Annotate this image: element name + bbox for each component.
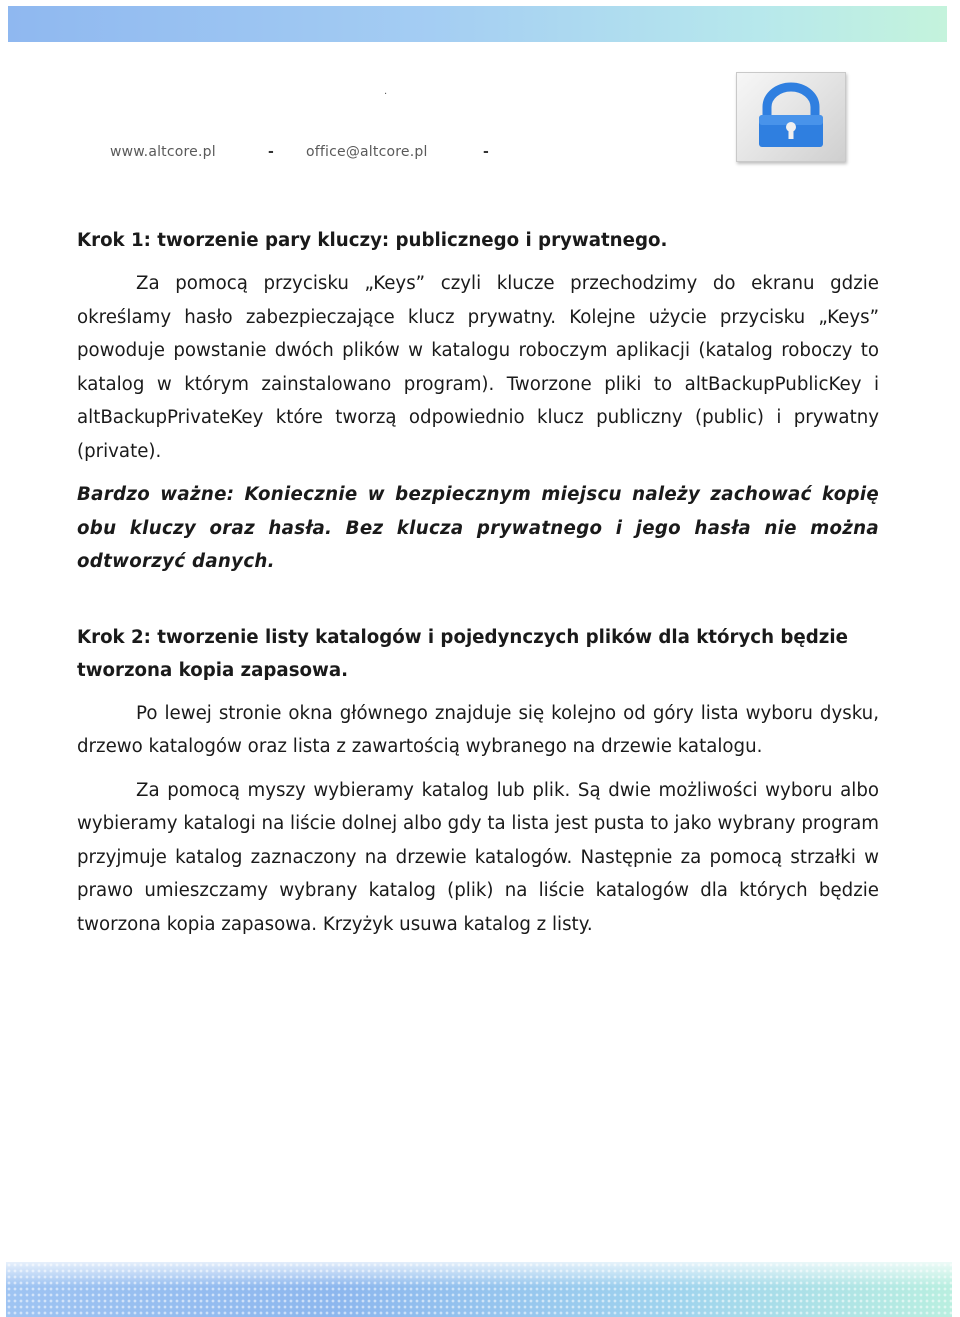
header-dot: . <box>384 86 388 97</box>
header-decorative-bar <box>8 6 947 42</box>
contact-separator: - <box>268 144 274 160</box>
contact-separator: - <box>483 144 489 160</box>
document-body <box>77 224 879 941</box>
logo <box>736 72 846 162</box>
footer-decorative-bar <box>6 1262 952 1317</box>
website-address: www.altcore.pl <box>110 144 216 160</box>
step2-paragraph-1: Po lewej stronie okna głównego znajduje się kolejno od góry lista wyboru dysku, drzewo katalogów oraz lista z zawartością wybranego na drzewie katalogu. <box>77 702 879 757</box>
email-address: office@altcore.pl <box>306 144 428 160</box>
step2-paragraph-2: Za pomocą myszy wybieramy katalog lub plik. Są dwie możliwości wyboru albo wybieramy katalogi na liście dolnej albo gdy ta lista jest pusta to jako wybrany program przyjmuje katalog zaznaczony na drzewie katalogów. Następnie za pomocą strzałki w prawo umieszczamy wybrany katalog (plik) na liście katalogów dla których będzie tworzona kopia zapasowa. Krzyżyk usuwa katalog z listy. <box>77 779 879 935</box>
step1-paragraph: Za pomocą przycisku „Keys” czyli klucze przechodzimy do ekranu gdzie określamy hasło zabezpieczające klucz prywatny. Kolejne użycie przycisku „Keys” powoduje powstanie dwóch plików w katalogu roboczym aplikacji (katalog roboczy to katalog w którym zainstalowano program). Tworzone pliki to altBackupPublicKey i altBackupPrivateKey które tworzą odpowiednio klucz publiczny (public) i prywatny (private). <box>77 273 879 462</box>
step1-warning: Bardzo ważne: Koniecznie w bezpiecznym miejscu należy zachować kopię obu kluczy oraz hasła. Bez klucza prywatnego i jego hasła nie można odtworzyć danych. <box>77 484 879 572</box>
step1-heading: Krok 1: tworzenie pary kluczy: publicznego i prywatnego. <box>77 230 668 251</box>
padlock-icon <box>737 73 845 161</box>
step2-heading: Krok 2: tworzenie listy katalogów i pojedynczych plików dla których będzie tworzona kopia zapasowa. <box>77 626 848 681</box>
